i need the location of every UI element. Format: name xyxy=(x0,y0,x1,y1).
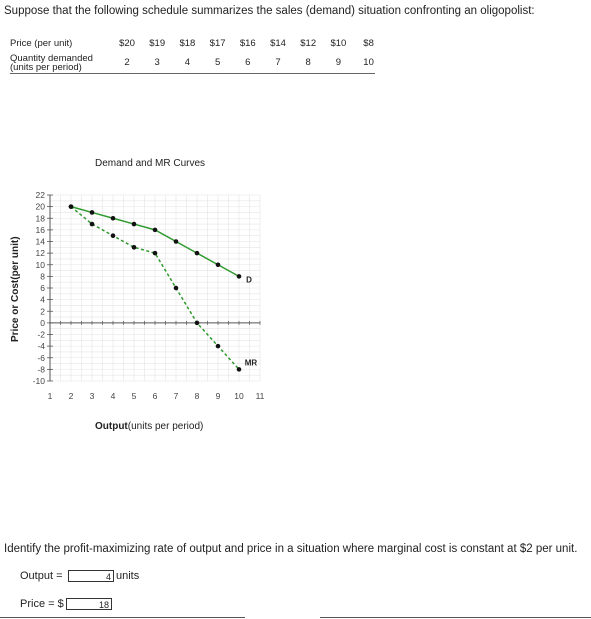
mr-point xyxy=(90,222,95,227)
y-tick-label: 4 xyxy=(40,294,45,305)
quantity-cell: 4 xyxy=(184,57,191,68)
output-units: units xyxy=(116,570,140,582)
quantity-cell: 6 xyxy=(245,57,251,68)
y-tick-label: 16 xyxy=(35,224,45,235)
schedule-divider xyxy=(10,73,375,74)
y-tick-label: -4 xyxy=(37,341,45,352)
y-tick-label: 10 xyxy=(35,259,45,270)
y-tick-label: 14 xyxy=(35,236,45,247)
x-tick-label: 3 xyxy=(89,391,95,401)
quantity-cell: 10 xyxy=(363,57,374,68)
demand-schedule xyxy=(10,36,375,81)
chart-title: Demand and MR Curves xyxy=(95,158,206,169)
mr-label: MR xyxy=(244,358,258,368)
x-tick-label: 8 xyxy=(194,391,200,401)
demand-point xyxy=(153,228,158,233)
mr-point xyxy=(132,245,137,250)
intro-text: Suppose that the following schedule summarizes the sales (demand) situation confronting an oligopolist: xyxy=(4,5,535,17)
y-tick-label: 0 xyxy=(40,317,45,328)
price-cell: $8 xyxy=(363,38,374,49)
y-tick-label: 22 xyxy=(35,190,45,200)
x-tick-label: 9 xyxy=(215,391,221,401)
quantity-cell: 3 xyxy=(154,57,160,68)
y-tick-label: 18 xyxy=(35,213,45,224)
quantity-cell: 2 xyxy=(124,57,130,68)
quantity-row-sublabel: (units per period) xyxy=(10,62,82,73)
mr-point xyxy=(153,251,158,256)
y-tick-label: 6 xyxy=(40,283,45,293)
demand-point xyxy=(132,222,137,227)
mr-point xyxy=(174,286,179,291)
footer-divider-left xyxy=(0,617,245,618)
price-row-label: Price (per unit) xyxy=(10,38,73,49)
y-tick-label: -8 xyxy=(37,364,45,375)
y-tick-label: 12 xyxy=(35,248,45,259)
price-cell: $14 xyxy=(270,38,286,49)
x-tick-label: 6 xyxy=(152,391,158,401)
price-cell: $16 xyxy=(239,38,256,49)
y-tick-label: -6 xyxy=(37,352,45,363)
y-tick-label: -2 xyxy=(37,329,45,340)
price-label: Price = $ xyxy=(20,598,64,610)
demand-label: D xyxy=(246,275,252,285)
mr-point xyxy=(111,233,116,238)
price-cell: $10 xyxy=(330,38,347,49)
demand-point xyxy=(90,210,95,215)
output-label: Output = xyxy=(20,570,63,582)
price-input[interactable]: 18 xyxy=(66,598,112,610)
output-input[interactable]: 4 xyxy=(68,570,114,582)
demand-point xyxy=(174,239,179,244)
x-tick-label: 7 xyxy=(173,391,179,401)
x-tick-label: 4 xyxy=(110,391,116,401)
y-tick-label: 20 xyxy=(35,201,45,212)
mr-point xyxy=(69,204,74,209)
footer-divider-right xyxy=(320,617,591,618)
quantity-cell: 8 xyxy=(305,57,311,68)
demand-point xyxy=(111,216,116,221)
quantity-cell: 7 xyxy=(275,57,281,68)
quantity-cell: 5 xyxy=(214,57,221,68)
mr-point xyxy=(237,367,242,372)
price-cell: $12 xyxy=(300,38,317,49)
x-tick-label: 1 xyxy=(47,391,53,401)
mr-point xyxy=(195,321,200,326)
demand-point xyxy=(195,251,200,256)
x-axis-label-bold: Output xyxy=(95,421,128,432)
demand-mr-chart xyxy=(0,185,300,415)
price-cell: $19 xyxy=(149,38,166,49)
price-cell: $20 xyxy=(119,38,135,49)
question-text: Identify the profit-maximizing rate of output and price in a situation where marginal cost is constant at $2 per unit. xyxy=(4,543,578,555)
price-cell: $17 xyxy=(209,38,226,49)
mr-point xyxy=(216,344,221,349)
price-cell: $18 xyxy=(179,38,196,49)
x-tick-label: 10 xyxy=(234,391,244,401)
x-axis-label xyxy=(95,421,203,432)
y-tick-label: -10 xyxy=(32,376,45,386)
x-tick-label: 2 xyxy=(68,391,74,401)
x-tick-label: 11 xyxy=(255,391,265,401)
demand-point xyxy=(237,274,242,279)
y-axis-label: Price or Cost(per unit) xyxy=(10,236,21,342)
y-tick-label: 2 xyxy=(40,306,45,317)
demand-point xyxy=(216,262,221,267)
quantity-cell: 9 xyxy=(335,57,342,68)
y-tick-label: 8 xyxy=(40,271,45,282)
x-axis-label-rest: (units per period) xyxy=(127,421,204,432)
x-tick-label: 5 xyxy=(131,391,137,401)
quantity-row-label: Quantity demanded xyxy=(10,53,93,64)
